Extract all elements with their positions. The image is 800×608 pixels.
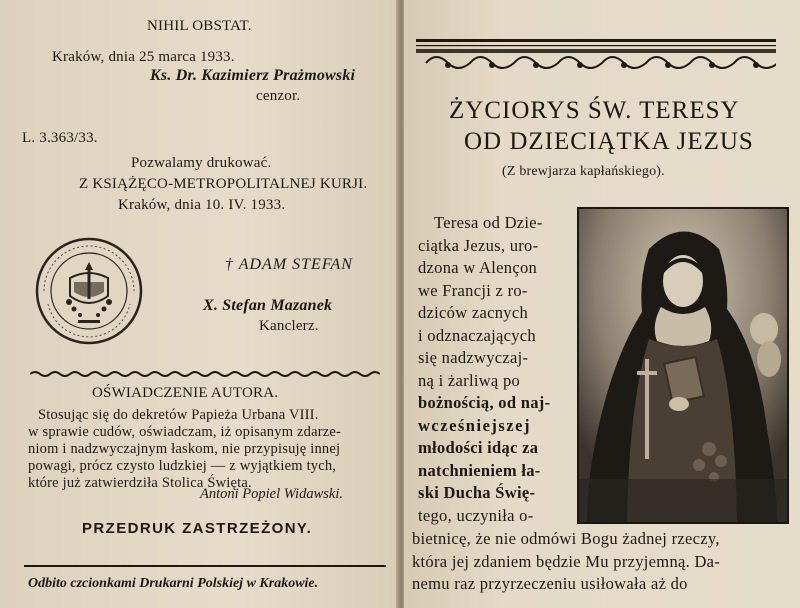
- curia-line: Z KSIĄŻĘCO-METROPOLITALNEJ KURJI.: [79, 176, 368, 192]
- censor-name: Ks. Dr. Kazimierz Prażmowski: [150, 67, 356, 84]
- ornamental-header-icon: [416, 35, 776, 77]
- chancellor-role: Kanclerz.: [259, 318, 319, 334]
- body-line: we Francji z ro-: [418, 280, 528, 300]
- reprint-notice: PRZEDRUK ZASTRZEŻONY.: [82, 520, 313, 537]
- chapter-title-line-2: OD DZIECIĄTKA JEZUS: [464, 128, 754, 155]
- bishop-name: † ADAM STEFAN: [225, 256, 353, 273]
- bottom-rule: [24, 565, 386, 567]
- printer-line: Odbito czcionkami Drukarni Polskiej w Krakowie.: [28, 576, 319, 591]
- author-signature: Antoni Popiel Widawski.: [200, 486, 343, 502]
- body-wide-column: [412, 528, 720, 596]
- place-date-2: Kraków, dnia 10. IV. 1933.: [118, 197, 286, 213]
- chancellor-name: X. Stefan Mazanek: [203, 297, 333, 314]
- chapter-title-line-1: ŻYCIORYS ŚW. TERESY: [449, 97, 740, 124]
- permit-line: Pozwalamy drukować.: [131, 155, 272, 171]
- declaration-line: niom i nadzwyczajnym łaskom, nie przypisuję innej: [28, 441, 341, 457]
- body-line: dziców zacnych: [418, 303, 529, 322]
- declaration-line: powagi, prócz czysto ludzkiej — z wyjątkiem tych,: [28, 458, 337, 474]
- body-line: ną i żarliwą po: [418, 370, 521, 390]
- reference-number: L. 3.363/33.: [22, 130, 98, 146]
- declaration-line: które już zatwierdziła Stolica Święta.: [28, 475, 252, 491]
- body-line: nemu raz przyrzeczeniu usiłowała aż do: [412, 574, 688, 593]
- body-line: ciątka Jezus, uro-: [418, 235, 539, 255]
- body-line: dzona w Alençon: [418, 258, 538, 277]
- body-line: która jej zdaniem będzie Mu przyjemną. Da-: [412, 551, 721, 571]
- saint-portrait: [577, 207, 789, 524]
- body-line: wcześniejszej: [418, 415, 531, 435]
- chapter-subtitle: (Z brewjarza kapłańskiego).: [502, 164, 665, 179]
- place-date-1: Kraków, dnia 25 marca 1933.: [52, 49, 235, 65]
- archdiocese-seal-icon: [34, 236, 144, 346]
- body-line: i odznaczających: [418, 325, 536, 345]
- body-line: tego, uczyniła o-: [418, 505, 534, 525]
- author-declaration-heading: OŚWIADCZENIE AUTORA.: [92, 385, 279, 401]
- declaration-text: [28, 407, 342, 492]
- wavy-divider: [30, 370, 380, 378]
- declaration-line: Stosując się do dekretów Papieża Urbana VIII.: [38, 407, 319, 423]
- body-line: bożnością, od naj-: [418, 393, 551, 412]
- body-line: natchnieniem ła-: [418, 460, 541, 480]
- declaration-line: w sprawie cudów, oświadczam, iż opisanym zdarze-: [28, 424, 342, 440]
- body-line: ski Ducha Świę-: [418, 483, 536, 502]
- body-line: się nadzwyczaj-: [418, 348, 529, 367]
- body-narrow-column: [418, 212, 550, 527]
- body-line: młodości idąc za: [418, 438, 539, 457]
- body-line: Teresa od Dzie-: [434, 213, 543, 232]
- nihil-obstat: NIHIL OBSTAT.: [147, 18, 252, 34]
- body-line: bietnicę, że nie odmówi Bogu żadnej rzeczy,: [412, 529, 720, 548]
- censor-role: cenzor.: [256, 88, 301, 104]
- portrait-image-icon: [579, 209, 787, 522]
